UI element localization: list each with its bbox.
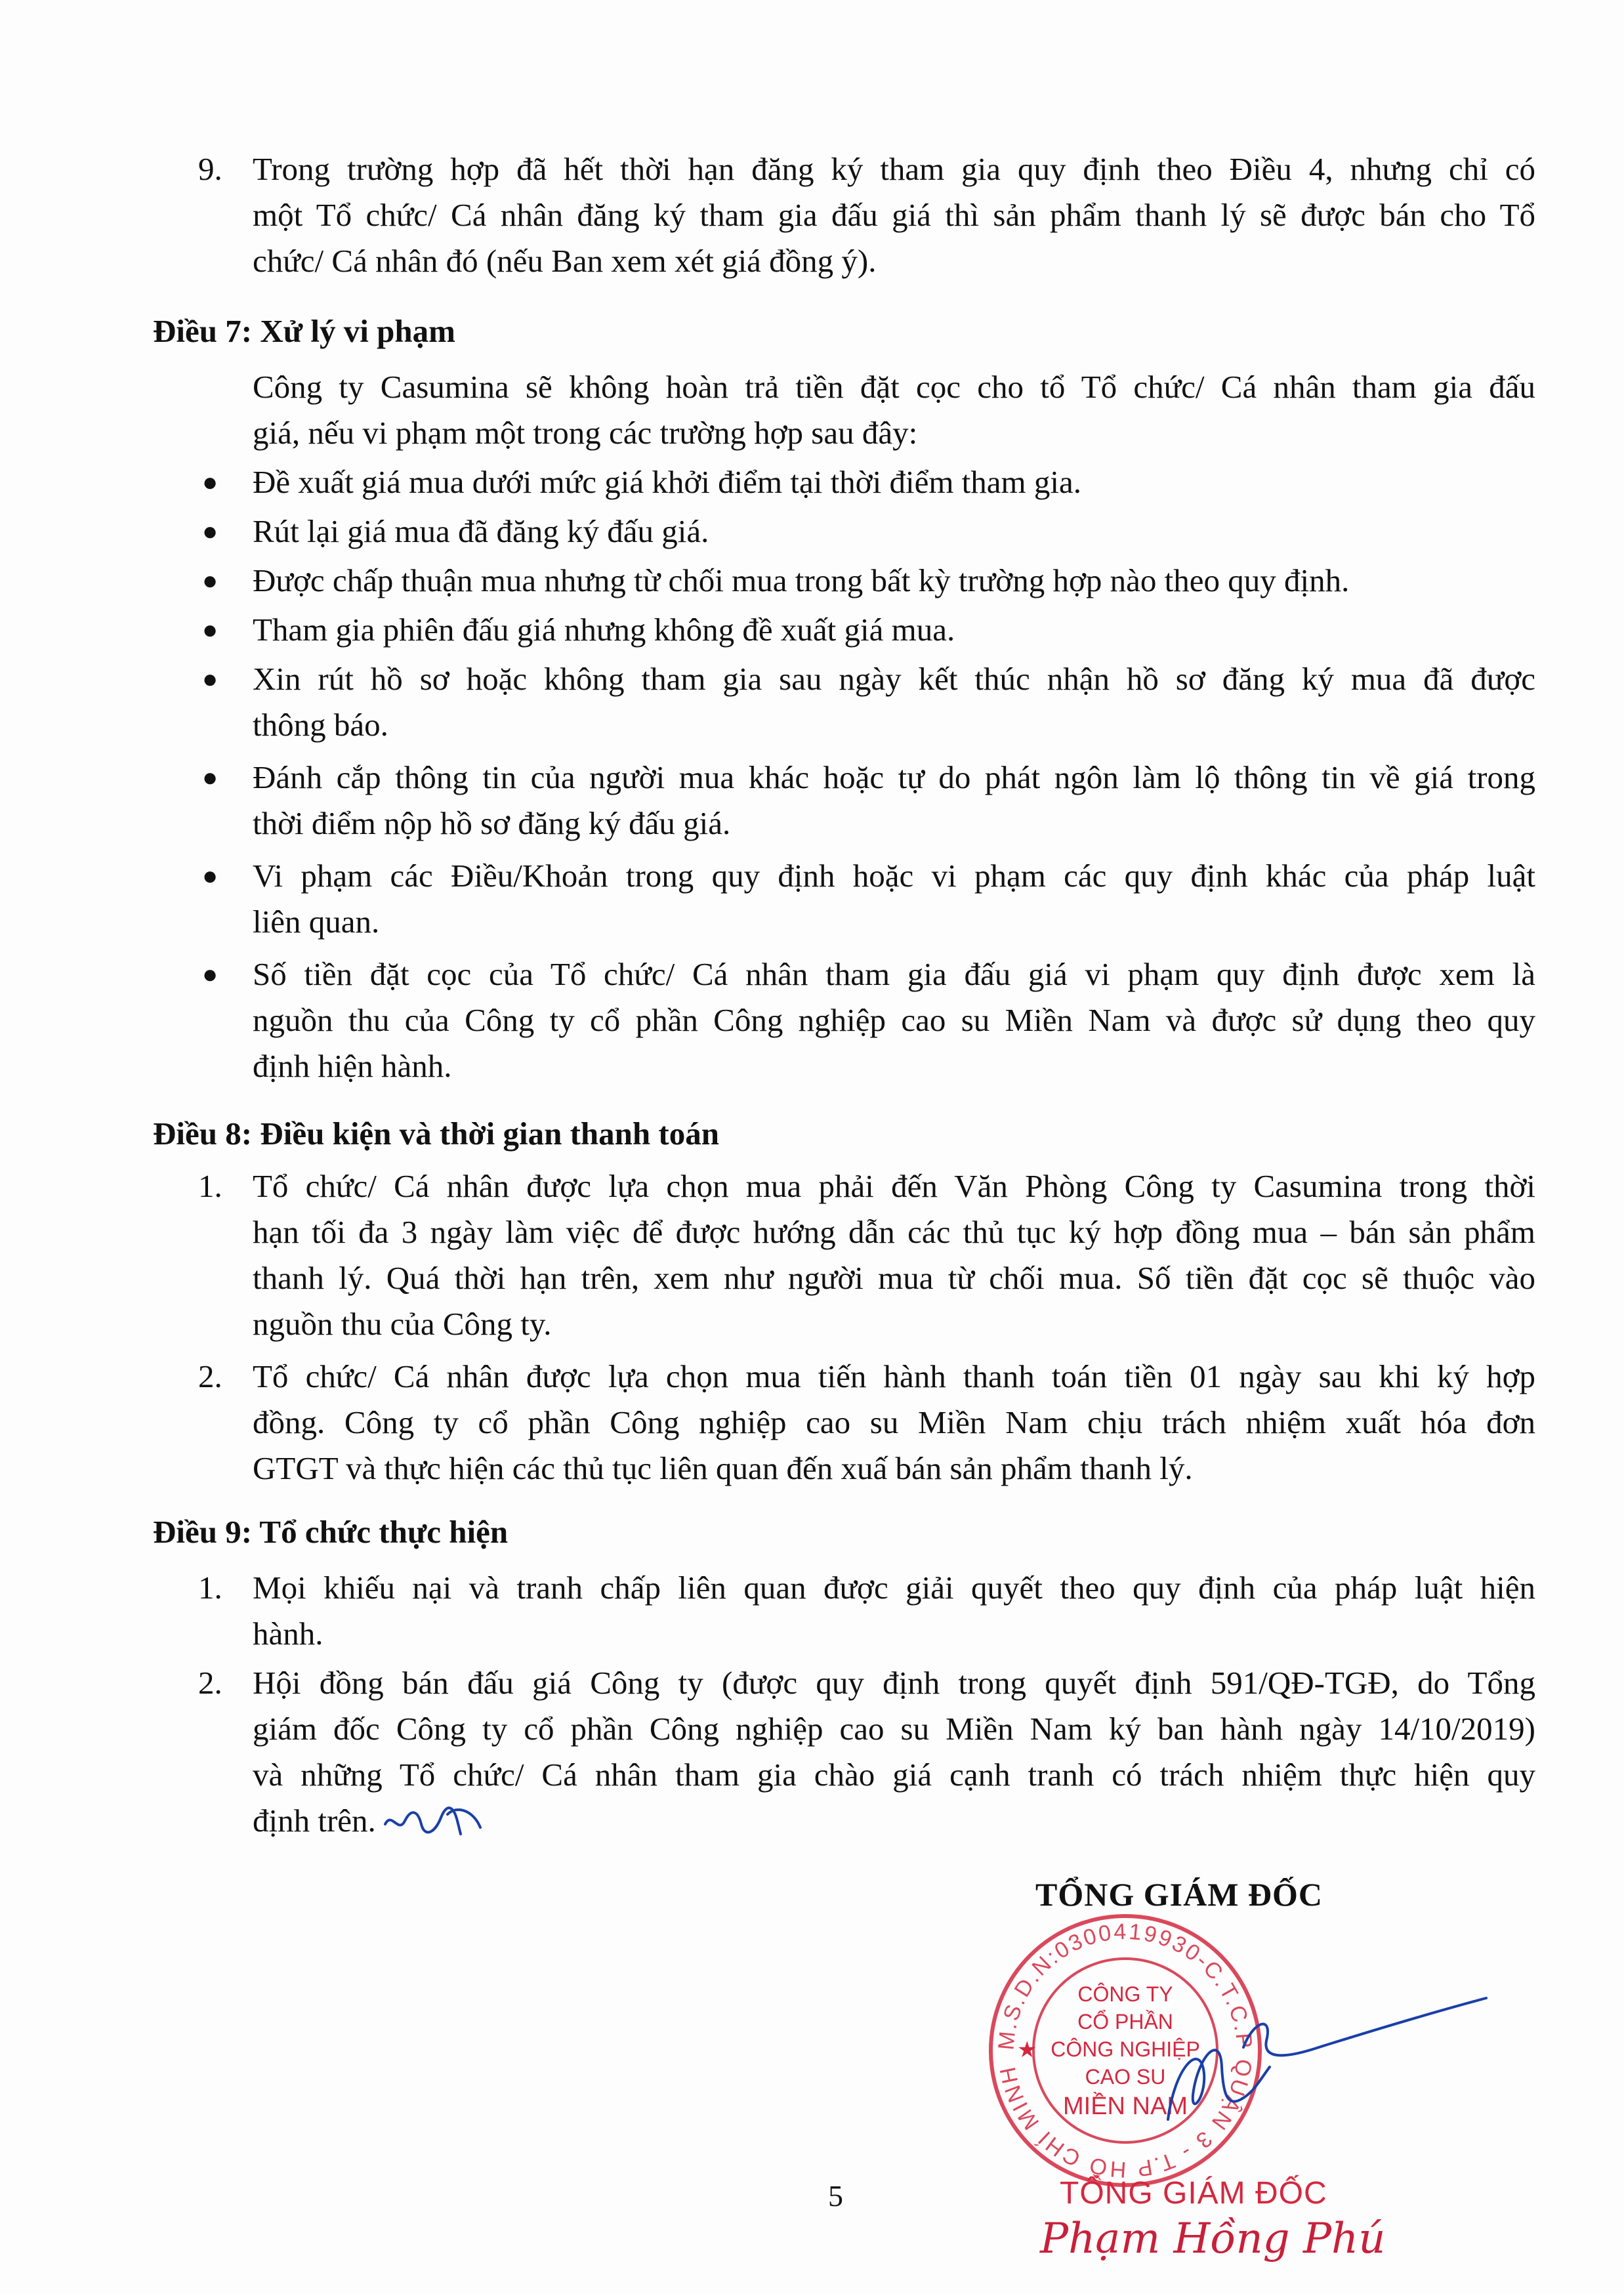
dieu-7-bullet-3: Được chấp thuận mua nhưng từ chối mua trong bất kỳ trường hợp nào theo quy định.: [253, 562, 1350, 598]
dieu-8-item-1-line-2: hạn tối đa 3 ngày làm việc để được hướng dẫn các thủ tục ký hợp đồng mua – bán sản phẩm: [253, 1214, 1535, 1250]
dieu-7-bullet-6-line-2: thời điểm nộp hồ sơ đăng ký đấu giá.: [253, 805, 731, 841]
dieu-7-bullet-2: Rút lại giá mua đã đăng ký đấu giá.: [253, 513, 709, 549]
dieu-7-intro-line-2: giá, nếu vi phạm một trong các trường hợp sau đây:: [253, 415, 918, 451]
bullet-marker: ●: [202, 467, 219, 497]
dieu-7-bullet-7-line-2: liên quan.: [253, 904, 380, 940]
company-stamp: [978, 1903, 1273, 2198]
bullet-marker: ●: [202, 959, 219, 989]
dieu-7-bullet-8-line-3: định hiện hành.: [253, 1048, 452, 1084]
dieu-7-bullet-8-line-1: Số tiền đặt cọc của Tổ chức/ Cá nhân tham gia đấu giá vi phạm quy định được xem là: [253, 956, 1535, 992]
dieu-7-bullet-1: Đề xuất giá mua dưới mức giá khởi điểm tại thời điểm tham gia.: [253, 464, 1082, 500]
dieu-7-bullet-7-line-1: Vi phạm các Điều/Khoản trong quy định hoặc vi phạm các quy định khác của pháp luật: [253, 858, 1535, 894]
dieu-7-bullet-8-line-2: nguồn thu của Công ty cổ phần Công nghiệp cao su Miền Nam và được sử dụng theo quy: [253, 1002, 1535, 1038]
bullet-marker: ●: [202, 762, 219, 792]
dieu-8-item-1-line-3: thanh lý. Quá thời hạn trên, xem như người mua từ chối mua. Số tiền đặt cọc sẽ thuộc vào: [253, 1260, 1535, 1296]
signature-subtitle: TỔNG GIÁM ĐỐC: [1060, 2176, 1327, 2211]
dieu-8-item-1-number: 1.: [198, 1168, 222, 1204]
stamp-line: CÔNG TY: [1077, 1982, 1173, 2006]
dieu-9-item-2-line-3: và những Tổ chức/ Cá nhân tham gia chào giá cạnh tranh có trách nhiệm thực hiện quy: [253, 1757, 1535, 1793]
dieu-7-bullet-6-line-1: Đánh cắp thông tin của người mua khác hoặc tự do phát ngôn làm lộ thông tin về giá trong: [253, 759, 1535, 795]
stamp-ring-text: M.S.D.N:0300419930-C.T.C.P QUẬN 3 - T.P HỒ CHÍ MINH: [993, 1919, 1257, 2182]
dieu-7-bullet-5-line-1: Xin rút hồ sơ hoặc không tham gia sau ngày kết thúc nhận hồ sơ đăng ký mua đã được: [253, 661, 1535, 697]
dieu-8-item-2-line-1: Tổ chức/ Cá nhân được lựa chọn mua tiến hành thanh toán tiền 01 ngày sau khi ký hợp: [253, 1358, 1535, 1394]
initials-scribble: [382, 1798, 487, 1844]
item-9-number: 9.: [198, 151, 222, 187]
dieu-8-item-1-line-4: nguồn thu của Công ty.: [253, 1306, 552, 1342]
dieu-9-item-2-number: 2.: [198, 1665, 222, 1701]
bullet-marker: ●: [202, 566, 219, 595]
stamp-line: CÔNG NGHIỆP: [1051, 2037, 1200, 2061]
dieu-7-bullet-5-line-2: thông báo.: [253, 707, 388, 743]
bullet-marker: ●: [202, 516, 219, 546]
dieu-7-intro-line-1: Công ty Casumina sẽ không hoàn trả tiền đặt cọc cho tổ Tổ chức/ Cá nhân tham gia đấu: [253, 369, 1535, 405]
dieu-9-item-1-line-1: Mọi khiếu nại và tranh chấp liên quan được giải quyết theo quy định của pháp luật hiện: [253, 1570, 1535, 1606]
dieu-8-item-1-line-1: Tổ chức/ Cá nhân được lựa chọn mua phải đến Văn Phòng Công ty Casumina trong thời: [253, 1168, 1535, 1204]
svg-text:★: ★: [1017, 2037, 1037, 2062]
signature-name: Phạm Hồng Phú: [1040, 2215, 1386, 2263]
page-number: 5: [828, 2179, 843, 2213]
dieu-8-item-2-number: 2.: [198, 1358, 222, 1394]
dieu-8-item-2-line-2: đồng. Công ty cổ phần Công nghiệp cao su Miền Nam chịu trách nhiệm xuất hóa đơn: [253, 1404, 1535, 1440]
stamp-line: MIỀN NAM: [1063, 2093, 1188, 2120]
dieu-8-item-2-line-3: GTGT và thực hiện các thủ tục liên quan đến xuấ bán sản phẩm thanh lý.: [253, 1450, 1193, 1486]
bullet-marker: ●: [202, 664, 219, 694]
dieu-7-heading: Điều 7: Xử lý vi phạm: [153, 313, 455, 349]
bullet-marker: ●: [202, 861, 219, 890]
stamp-line: CỔ PHẦN: [1077, 2010, 1173, 2033]
dieu-9-item-2-line-1: Hội đồng bán đấu giá Công ty (được quy định trong quyết định 591/QĐ-TGĐ, do Tổng: [253, 1665, 1535, 1701]
stamp-line: CAO SU: [1085, 2065, 1166, 2089]
signature-stroke: [1240, 1995, 1489, 2074]
dieu-9-heading: Điều 9: Tổ chức thực hiện: [153, 1514, 509, 1550]
item-9-line-3: chức/ Cá nhân đó (nếu Ban xem xét giá đồng ý).: [253, 243, 877, 279]
bullet-marker: ●: [202, 615, 219, 644]
dieu-9-item-1-number: 1.: [198, 1570, 222, 1606]
item-9-line-2: một Tổ chức/ Cá nhân đăng ký tham gia đấu giá thì sản phẩm thanh lý sẽ được bán cho Tổ: [253, 197, 1535, 233]
signature-title: TỔNG GIÁM ĐỐC: [1035, 1876, 1323, 1913]
dieu-9-item-2-line-2: giám đốc Công ty cổ phần Công nghiệp cao su Miền Nam ký ban hành ngày 14/10/2019): [253, 1711, 1535, 1747]
dieu-7-bullet-4: Tham gia phiên đấu giá nhưng không đề xuất giá mua.: [253, 612, 955, 648]
dieu-8-heading: Điều 8: Điều kiện và thời gian thanh toán: [153, 1116, 720, 1152]
dieu-9-item-1-line-2: hành.: [253, 1616, 323, 1652]
dieu-9-item-2-line-4: định trên.: [253, 1803, 376, 1839]
item-9-line-1: Trong trường hợp đã hết thời hạn đăng ký tham gia quy định theo Điều 4, nhưng chỉ có: [253, 151, 1535, 187]
